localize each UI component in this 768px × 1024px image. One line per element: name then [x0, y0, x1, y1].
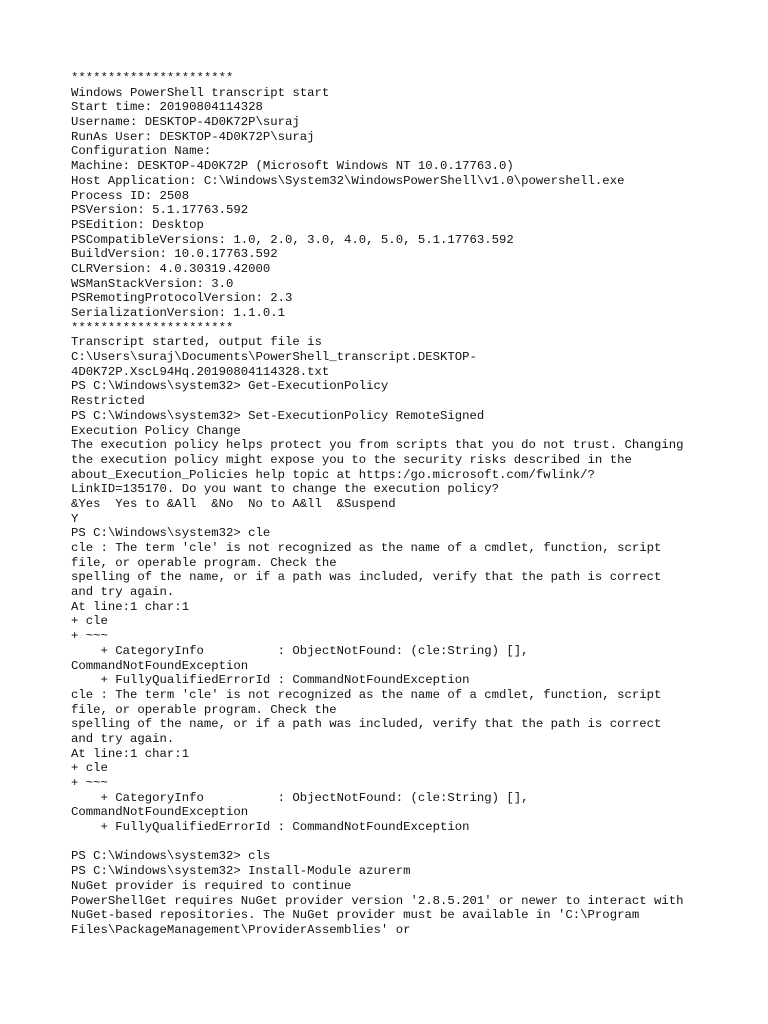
- transcript-line: the execution policy might expose you to the security risks described in the: [71, 452, 632, 467]
- transcript-line: Configuration Name:: [71, 144, 212, 159]
- transcript-line: &Yes Yes to &All &No No to A&ll &Suspend: [71, 496, 396, 511]
- transcript-line: PSEdition: Desktop: [71, 217, 204, 232]
- transcript-line: **********************: [71, 71, 234, 85]
- transcript-line: Y: [71, 511, 79, 526]
- transcript-line: CommandNotFoundException: [71, 658, 249, 673]
- transcript-line: Windows PowerShell transcript start: [71, 85, 330, 100]
- transcript-line: At line:1 char:1: [71, 599, 190, 614]
- transcript-line: and try again.: [71, 585, 175, 600]
- transcript-line: Transcript started, output file is: [71, 335, 322, 350]
- transcript-line: [71, 835, 761, 850]
- transcript-line: + CategoryInfo : ObjectNotFound: (cle:String) [],: [71, 643, 529, 658]
- transcript-line: + cle: [71, 614, 108, 629]
- transcript-line: Username: DESKTOP-4D0K72P\suraj: [71, 115, 300, 130]
- transcript-line: cle : The term 'cle' is not recognized as the name of a cmdlet, function, script: [71, 687, 662, 702]
- transcript-line: + ~~~: [71, 776, 108, 790]
- transcript-line: Process ID: 2508: [71, 188, 190, 203]
- transcript-line: cle : The term 'cle' is not recognized as the name of a cmdlet, function, script: [71, 541, 662, 555]
- transcript-line: PSVersion: 5.1.17763.592: [71, 203, 249, 218]
- transcript-line: PS C:\Windows\system32> cls: [71, 849, 271, 864]
- transcript-line: **********************: [71, 320, 234, 335]
- transcript-line: CommandNotFoundException: [71, 805, 249, 820]
- transcript-line: + CategoryInfo : ObjectNotFound: (cle:String) [],: [71, 790, 529, 805]
- transcript-line: + FullyQualifiedErrorId : CommandNotFoundException: [71, 820, 470, 835]
- transcript-line: Execution Policy Change: [71, 423, 241, 438]
- transcript-line: 4D0K72P.XscL94Hq.20190804114328.txt: [71, 364, 330, 379]
- transcript-line: PS C:\Windows\system32> Get-ExecutionPolicy: [71, 379, 389, 394]
- transcript-line: RunAs User: DESKTOP-4D0K72P\suraj: [71, 129, 315, 144]
- transcript-line: about_Execution_Policies help topic at https:/go.microsoft.com/fwlink/?: [71, 467, 595, 482]
- transcript-line: + FullyQualifiedErrorId : CommandNotFoundException: [71, 673, 470, 688]
- transcript-line: C:\Users\suraj\Documents\PowerShell_transcript.DESKTOP-: [71, 350, 477, 365]
- transcript-line: Start time: 20190804114328: [71, 100, 263, 115]
- transcript-line: spelling of the name, or if a path was included, verify that the path is correct: [71, 717, 662, 732]
- transcript-line: + cle: [71, 761, 108, 776]
- transcript-line: The execution policy helps protect you from scripts that you do not trust. Changing: [71, 438, 684, 453]
- transcript-line: file, or operable program. Check the: [71, 555, 337, 570]
- transcript-line: and try again.: [71, 731, 175, 746]
- transcript-line: PS C:\Windows\system32> Set-ExecutionPolicy RemoteSigned: [71, 408, 485, 423]
- transcript-line: NuGet provider is required to continue: [71, 878, 352, 893]
- transcript-text: [71, 71, 761, 938]
- transcript-line: SerializationVersion: 1.1.0.1: [71, 306, 286, 320]
- transcript-line: PSCompatibleVersions: 1.0, 2.0, 3.0, 4.0, 5.0, 5.1.17763.592: [71, 232, 514, 247]
- transcript-line: BuildVersion: 10.0.17763.592: [71, 247, 278, 262]
- transcript-line: At line:1 char:1: [71, 746, 190, 761]
- transcript-line: file, or operable program. Check the: [71, 702, 337, 717]
- transcript-line: NuGet-based repositories. The NuGet provider must be available in 'C:\Program: [71, 908, 640, 923]
- transcript-line: PS C:\Windows\system32> cle: [71, 526, 271, 541]
- transcript-line: + ~~~: [71, 629, 108, 644]
- transcript-line: CLRVersion: 4.0.30319.42000: [71, 261, 271, 276]
- transcript-line: Files\PackageManagement\ProviderAssemblies' or: [71, 922, 411, 937]
- transcript-line: PS C:\Windows\system32> Install-Module azurerm: [71, 864, 411, 879]
- transcript-line: Restricted: [71, 394, 145, 409]
- transcript-line: Machine: DESKTOP-4D0K72P (Microsoft Windows NT 10.0.17763.0): [71, 159, 514, 174]
- transcript-line: PSRemotingProtocolVersion: 2.3: [71, 291, 293, 306]
- transcript-line: spelling of the name, or if a path was included, verify that the path is correct: [71, 570, 662, 585]
- transcript-line: LinkID=135170. Do you want to change the execution policy?: [71, 482, 500, 497]
- transcript-line: Host Application: C:\Windows\System32\WindowsPowerShell\v1.0\powershell.exe: [71, 173, 625, 188]
- transcript-line: WSManStackVersion: 3.0: [71, 276, 234, 291]
- transcript-line: PowerShellGet requires NuGet provider version '2.8.5.201' or newer to interact with: [71, 893, 684, 908]
